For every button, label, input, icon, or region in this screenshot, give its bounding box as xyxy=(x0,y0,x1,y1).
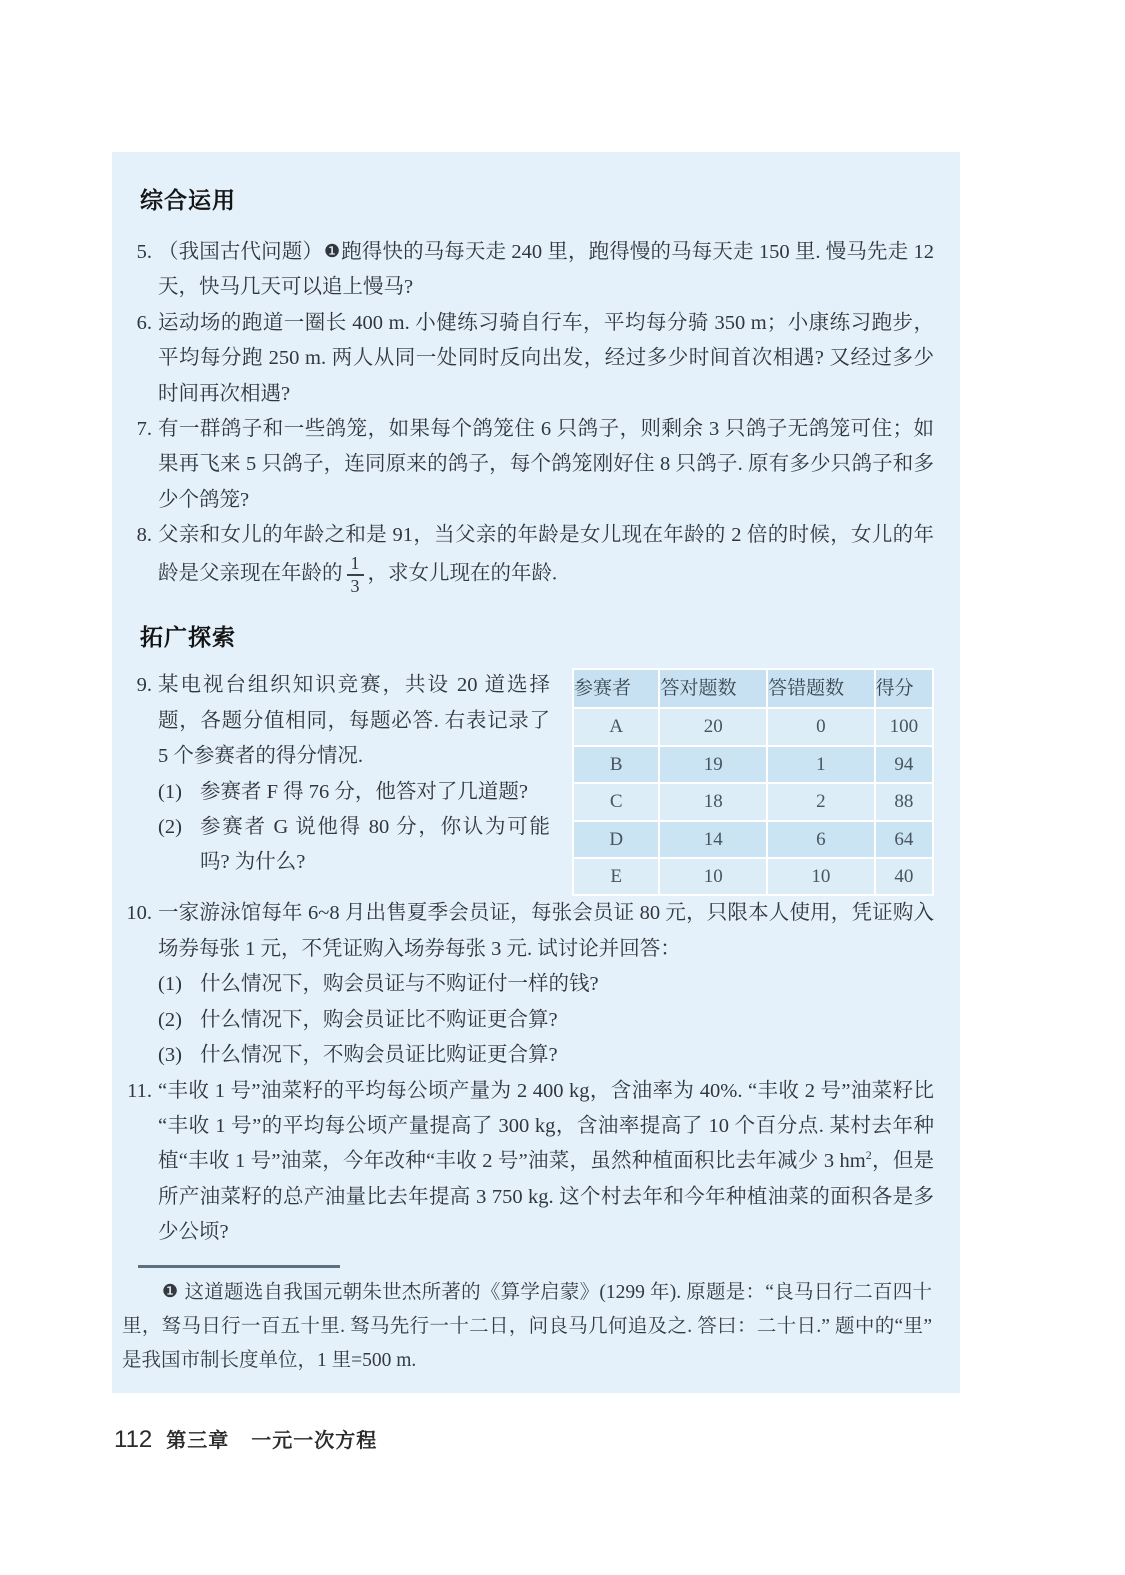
problem-5-prefix: （我国古代问题） xyxy=(158,241,323,263)
table-cell: 10 xyxy=(768,859,874,894)
sub-item-text: 参赛者 F 得 76 分，他答对了几道题? xyxy=(200,780,528,803)
table-cell: A xyxy=(574,709,658,744)
table-cell: C xyxy=(574,784,658,819)
exercise-panel xyxy=(112,152,960,1393)
table-cell: D xyxy=(574,822,658,857)
problem-text: 某电视台组织知识竞赛，共设 20 道选择题，各题分值相同，每题必答. 右表记录了 5 个参赛者的得分情况. xyxy=(158,674,550,768)
sub-item-marker: (1) xyxy=(158,973,182,996)
problem-5 xyxy=(122,235,934,306)
sub-item-text: 什么情况下，购会员证比不购证更合算? xyxy=(200,1008,558,1031)
table-header-cell: 答错题数 xyxy=(768,670,874,707)
problem-8 xyxy=(122,518,934,595)
footnote xyxy=(122,1275,934,1378)
table-header-row xyxy=(574,670,932,707)
section-heading-comprehensive: 综合运用 xyxy=(140,187,236,213)
table-cell: 6 xyxy=(768,822,874,857)
problem-8-body-end: ，求女儿现在的年龄. xyxy=(367,562,558,585)
problem-text: 有一群鸽子和一些鸽笼，如果每个鸽笼住 6 只鸽子，则剩余 3 只鸽子无鸽笼可住；如果再飞来 5 只鸽子，连同原来的鸽子，每个鸽笼刚好住 8 只鸽子. 原有多少只鸽子和多少个鸽笼? xyxy=(158,418,934,511)
score-table xyxy=(572,668,934,896)
problem-number: 6. xyxy=(136,311,152,334)
problem-number: 5. xyxy=(136,241,152,263)
table-cell: 10 xyxy=(660,859,766,894)
problem-text xyxy=(158,1074,934,1251)
sub-item-text: 什么情况下，不购会员证比购证更合算? xyxy=(200,1044,558,1067)
problem-text xyxy=(158,518,934,595)
sub-item-marker: (2) xyxy=(158,816,182,839)
problem-number: 11. xyxy=(127,1079,152,1102)
sub-item-marker: (2) xyxy=(158,1008,182,1031)
chapter-title: 一元一次方程 xyxy=(251,1430,378,1452)
table-row xyxy=(574,709,932,744)
problem-number: 8. xyxy=(136,524,152,547)
table-row xyxy=(574,859,932,894)
table-header-cell: 答对题数 xyxy=(660,670,766,707)
table-row xyxy=(574,822,932,857)
footnote-marker-icon: ❶ xyxy=(162,1280,179,1301)
table-header-cell: 得分 xyxy=(876,670,932,707)
footnote-divider xyxy=(138,1265,340,1268)
problem-7 xyxy=(122,412,934,518)
table-header-cell: 参赛者 xyxy=(574,670,658,707)
sub-item-marker: (3) xyxy=(158,1044,182,1067)
problem-9 xyxy=(122,668,934,896)
table-cell: 64 xyxy=(876,822,932,857)
table-cell: 18 xyxy=(660,784,766,819)
problem-text xyxy=(158,235,934,306)
problem-11-body: “丰收 1 号”油菜籽的平均每公顷产量为 2 400 kg，含油率为 40%. “丰收 2 号”油菜籽比“丰收 1 号”的平均每公顷产量提高了 300 kg，含油率提高了 10 个百分点. 某村去年种植“丰收 1 号”油菜，今年改种“丰收 2 号”油菜，虽然种植面积比去年减少 3 hm xyxy=(158,1079,934,1173)
section-heading-exploration: 拓广探索 xyxy=(140,624,236,651)
sub-item xyxy=(158,775,550,810)
footnote-ref-icon: ❶ xyxy=(323,241,341,261)
table-cell: B xyxy=(574,747,658,782)
fraction-denominator: 3 xyxy=(347,574,364,596)
problem-number: 9. xyxy=(136,674,152,697)
chapter-label: 第三章 xyxy=(166,1430,230,1452)
table-row xyxy=(574,784,932,819)
problem-5-body: 跑得快的马每天走 240 里，跑得慢的马每天走 150 里. 慢马先走 12 天，快马几天可以追上慢马? xyxy=(158,241,935,299)
problem-11-body-end: ，但是所产油菜籽的总产油量比去年提高 3 750 kg. 这个村去年和今年种植油菜的面积各是多少公顷? xyxy=(158,1150,934,1244)
table-cell: 94 xyxy=(876,747,932,782)
table-cell: 19 xyxy=(660,747,766,782)
page-footer xyxy=(114,1424,377,1454)
fraction-numerator: 1 xyxy=(350,552,360,573)
problem-number: 7. xyxy=(136,418,152,441)
sub-item-text: 什么情况下，购会员证与不购证付一样的钱? xyxy=(200,973,599,996)
table-cell: E xyxy=(574,859,658,894)
table-cell: 40 xyxy=(876,859,932,894)
sub-item xyxy=(158,1003,934,1038)
footnote-text: 这道题选自我国元朝朱世杰所著的《算学启蒙》(1299 年). 原题是：“良马日行二百四十里，驽马日行一百五十里. 驽马先行一十二日，问良马几何追及之. 答曰：二十日.” 题中的“里”是我国市制长度单位，1 里=500 m. xyxy=(122,1281,932,1371)
problem-6 xyxy=(122,306,934,412)
table-cell: 14 xyxy=(660,822,766,857)
table-cell: 88 xyxy=(876,784,932,819)
problem-number: 10. xyxy=(126,902,152,925)
table-row xyxy=(574,747,932,782)
sub-item xyxy=(158,1038,934,1073)
table-cell: 100 xyxy=(876,709,932,744)
sub-item xyxy=(158,810,550,881)
fraction xyxy=(347,554,364,596)
page-number: 112 xyxy=(114,1426,153,1453)
table-cell: 1 xyxy=(768,747,874,782)
sub-item xyxy=(158,967,934,1002)
problem-11 xyxy=(122,1074,934,1251)
problem-text: 运动场的跑道一圈长 400 m. 小健练习骑自行车，平均每分骑 350 m；小康练习跑步，平均每分跑 250 m. 两人从同一处同时反向出发，经过多少时间首次相遇? 又经过多少时间再次相遇? xyxy=(158,311,934,405)
table-cell: 0 xyxy=(768,709,874,744)
sub-item-text: 参赛者 G 说他得 80 分，你认为可能吗? 为什么? xyxy=(200,816,550,874)
table-cell: 20 xyxy=(660,709,766,744)
problem-10 xyxy=(122,896,934,1073)
sub-item-marker: (1) xyxy=(158,780,182,803)
superscript: 2 xyxy=(865,1148,872,1163)
problem-8-body: 父亲和女儿的年龄之和是 91，当父亲的年龄是女儿现在年龄的 2 倍的时候，女儿的年龄是父亲现在年龄的 xyxy=(158,524,934,585)
problem-text: 一家游泳馆每年 6~8 月出售夏季会员证，每张会员证 80 元，只限本人使用，凭证购入场券每张 1 元，不凭证购入场券每张 3 元. 试讨论并回答： xyxy=(158,902,934,960)
table-cell: 2 xyxy=(768,784,874,819)
